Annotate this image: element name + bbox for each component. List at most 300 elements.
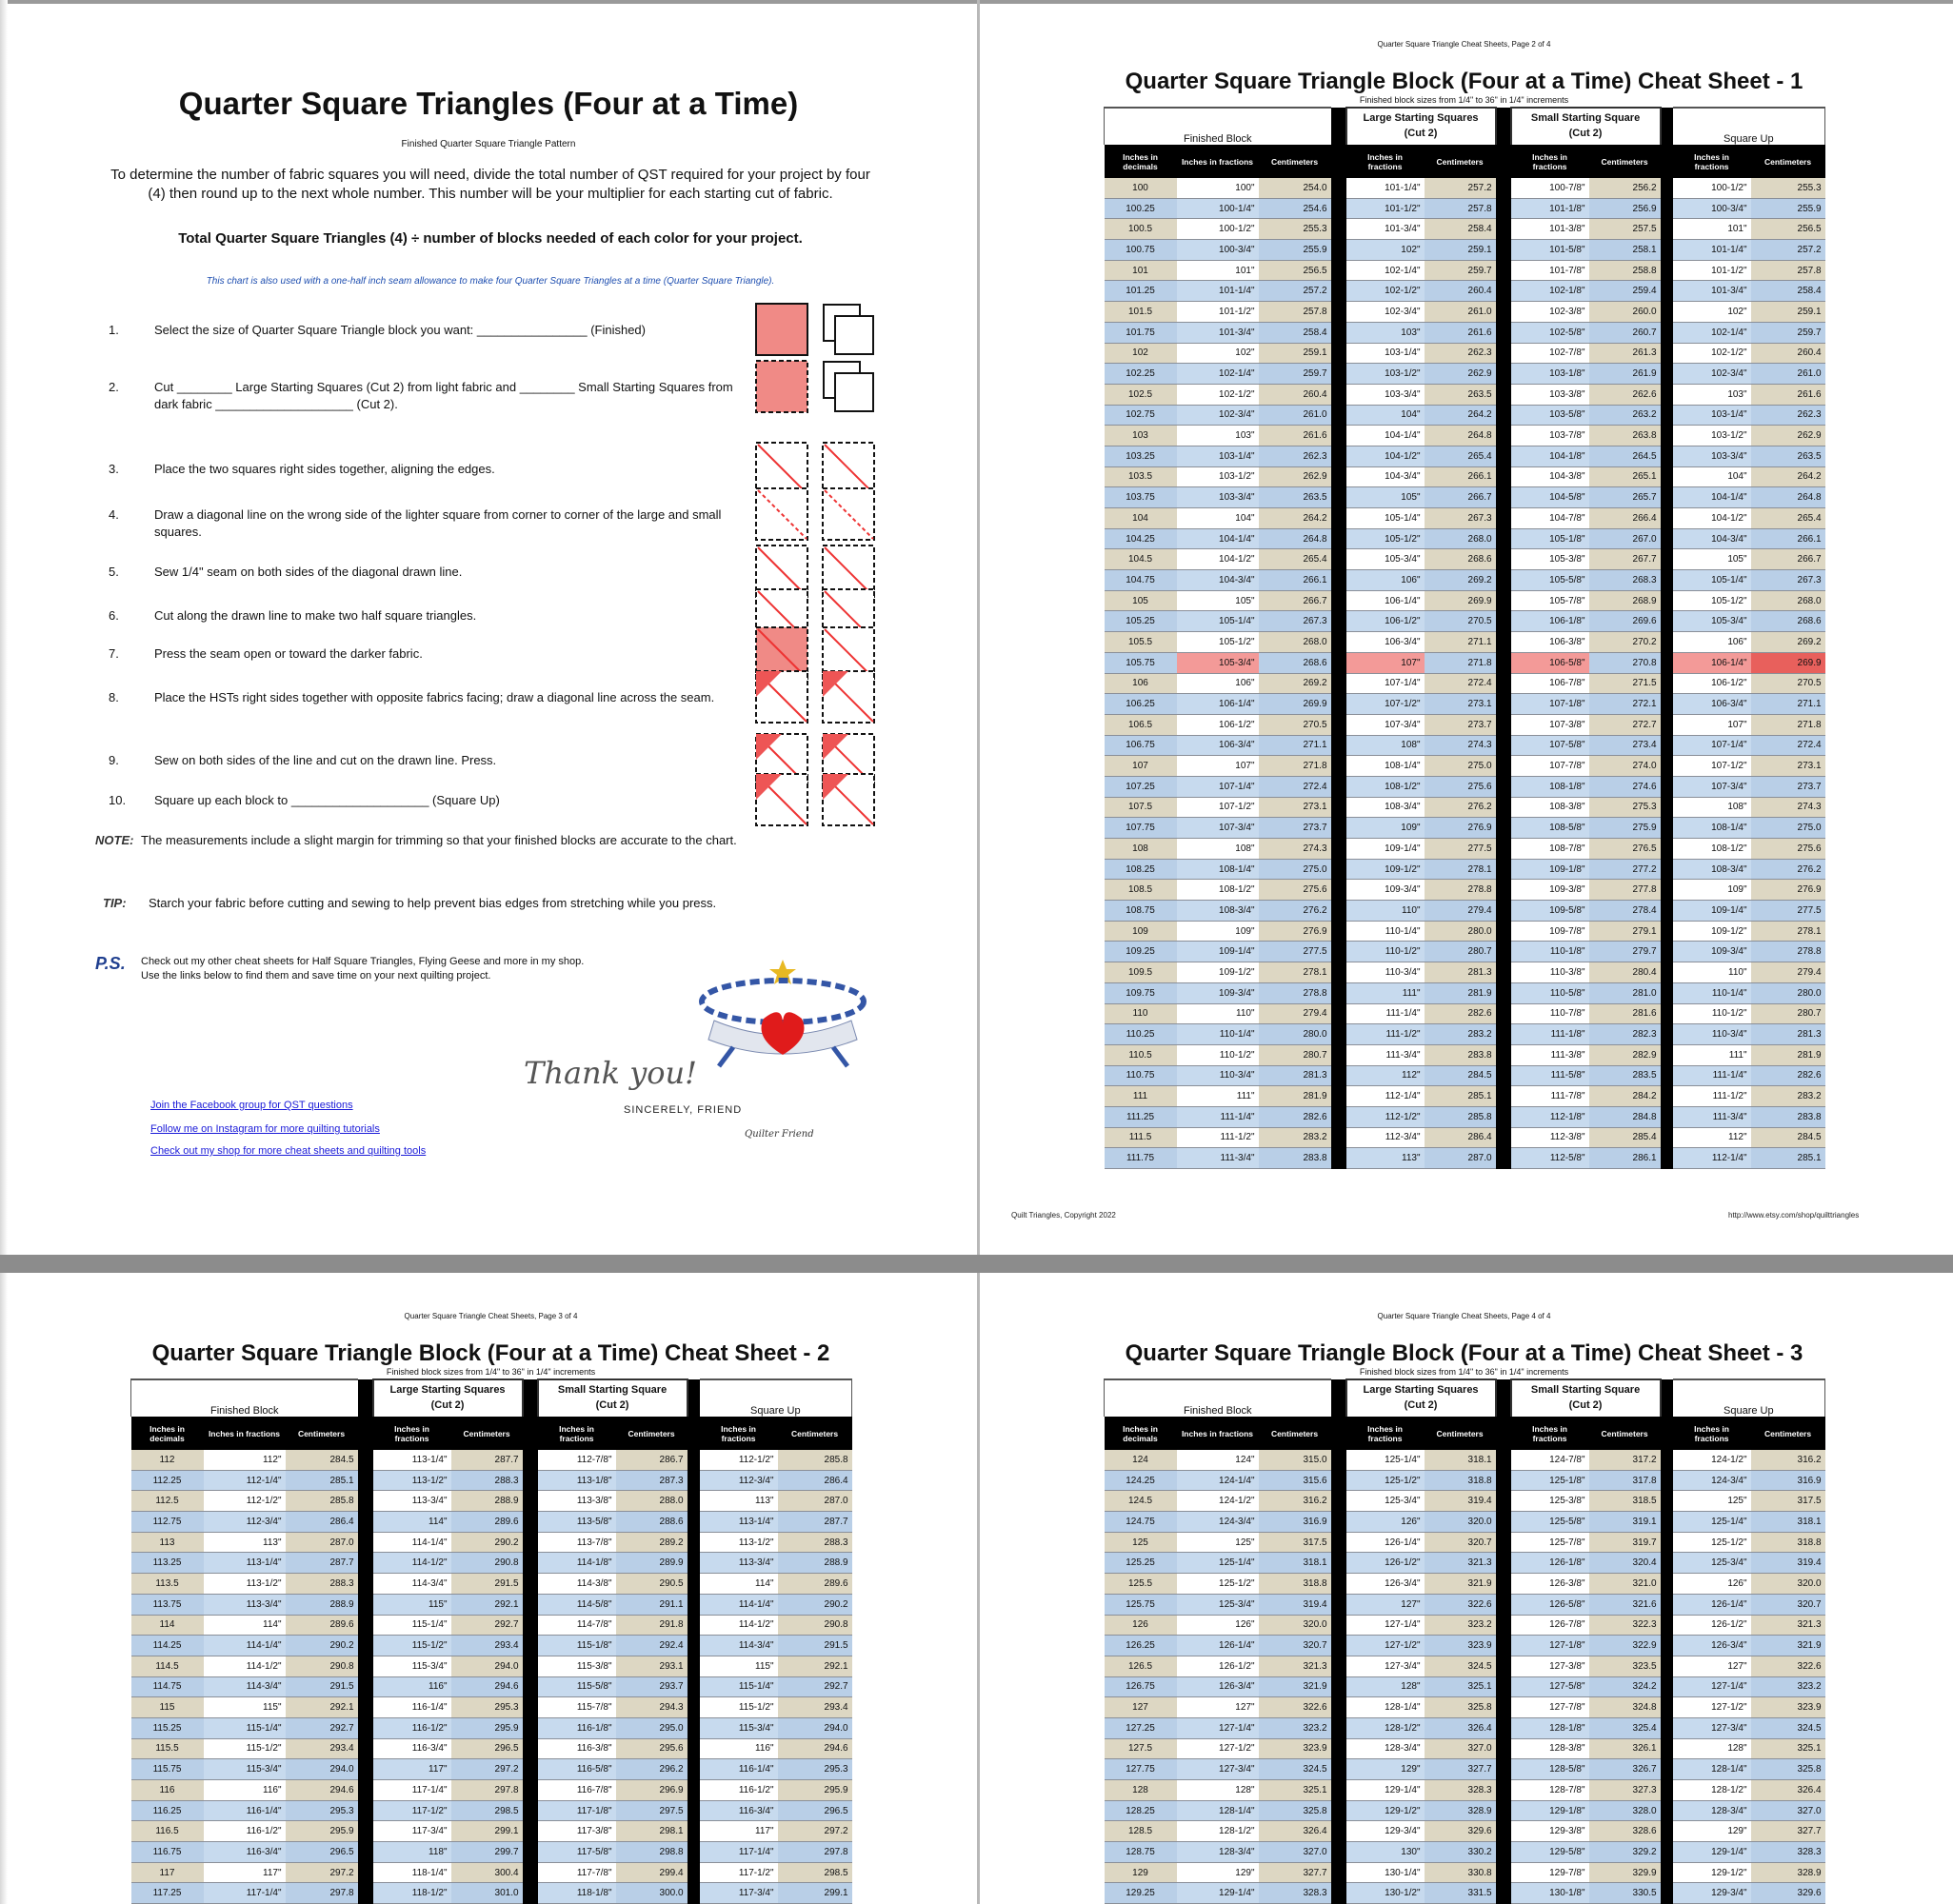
table-cell: 113-3/8"	[538, 1491, 616, 1512]
step-diagram-icon	[820, 668, 879, 727]
column-divider	[1661, 1800, 1673, 1821]
column-divider	[688, 1676, 700, 1697]
table-cell: 125"	[1673, 1491, 1751, 1512]
column-header: Inches in fractions	[1511, 1417, 1589, 1450]
table-cell: 124-1/4"	[1177, 1470, 1259, 1491]
table-cell: 110"	[1177, 1003, 1259, 1024]
table-cell: 266.4	[1589, 508, 1661, 529]
column-divider	[1331, 426, 1346, 446]
table-cell: 327.3	[1589, 1780, 1661, 1801]
table-cell: 319.4	[1425, 1491, 1496, 1512]
table-cell: 127"	[1346, 1594, 1425, 1615]
table-cell: 116-3/4"	[204, 1842, 286, 1863]
ps-block	[91, 955, 587, 983]
table-cell: 276.5	[1589, 839, 1661, 860]
table-cell: 292.1	[451, 1594, 523, 1615]
table-row	[1105, 632, 1825, 653]
table-cell: 112-3/8"	[1511, 1127, 1589, 1148]
table-cell: 124"	[1177, 1450, 1259, 1470]
column-divider	[1496, 735, 1511, 756]
table-cell: 273.1	[1259, 797, 1331, 818]
table-cell: 104	[1105, 508, 1177, 529]
table-cell: 115-1/8"	[538, 1636, 616, 1656]
column-divider	[1661, 405, 1673, 426]
column-divider	[358, 1800, 373, 1821]
table-cell: 328.9	[1751, 1862, 1825, 1883]
table-cell: 125-1/4"	[1346, 1450, 1425, 1470]
table-cell: 100.75	[1105, 240, 1177, 261]
column-divider	[523, 1676, 538, 1697]
table-row	[1105, 1148, 1825, 1169]
table-cell: 111-1/4"	[1177, 1106, 1259, 1127]
table-cell: 323.2	[1751, 1676, 1825, 1697]
table-cell: 110.5	[1105, 1044, 1177, 1065]
column-divider	[688, 1759, 700, 1780]
table-cell: 261.0	[1751, 364, 1825, 385]
footer-copyright: Quilt Triangles, Copyright 2022	[1011, 1211, 1116, 1220]
column-divider	[1496, 1044, 1511, 1065]
table-cell: 111-1/2"	[1673, 1086, 1751, 1107]
table-cell: 269.9	[1425, 590, 1496, 611]
table-cell: 128-1/4"	[1177, 1800, 1259, 1821]
table-cell: 118-1/4"	[373, 1862, 451, 1883]
column-divider	[1661, 839, 1673, 860]
column-divider	[1496, 714, 1511, 735]
table-cell: 127-1/2"	[1177, 1738, 1259, 1759]
table-cell: 272.4	[1259, 776, 1331, 797]
table-row	[131, 1532, 852, 1553]
table-row	[1105, 880, 1825, 901]
table-cell: 128-1/8"	[1511, 1717, 1589, 1738]
tip-label: TIP:	[103, 896, 127, 910]
table-cell: 262.9	[1259, 466, 1331, 487]
table-cell: 276.9	[1259, 921, 1331, 942]
table-cell: 298.1	[616, 1821, 688, 1842]
table-row	[1105, 714, 1825, 735]
table-cell: 113-1/8"	[538, 1470, 616, 1491]
group-square-up: Square Up	[1673, 1379, 1825, 1417]
step-diagram-icon	[753, 358, 812, 417]
table-cell: 111.5	[1105, 1127, 1177, 1148]
column-divider	[358, 1512, 373, 1533]
table-row	[131, 1470, 852, 1491]
column-divider	[1661, 652, 1673, 673]
column-divider	[523, 1717, 538, 1738]
column-header: Centimeters	[1259, 1417, 1331, 1450]
table-cell: 284.8	[1589, 1106, 1661, 1127]
table-row	[1105, 302, 1825, 323]
table-cell: 263.5	[1259, 487, 1331, 508]
column-divider	[1331, 735, 1346, 756]
table-cell: 127-3/4"	[1177, 1759, 1259, 1780]
table-cell: 275.9	[1589, 818, 1661, 839]
column-divider	[1331, 364, 1346, 385]
table-cell: 101.75	[1105, 322, 1177, 343]
column-header: Centimeters	[1259, 145, 1331, 178]
table-row	[1105, 1717, 1825, 1738]
facebook-group-link[interactable]: Join the Facebook group for QST questions	[150, 1100, 353, 1111]
table-cell: 329.6	[1425, 1821, 1496, 1842]
table-cell: 297.5	[616, 1800, 688, 1821]
column-header: Centimeters	[286, 1417, 358, 1450]
table-cell: 113-1/2"	[204, 1574, 286, 1595]
table-cell: 104-5/8"	[1511, 487, 1589, 508]
table-cell: 110-3/8"	[1511, 962, 1589, 983]
column-divider	[1331, 921, 1346, 942]
column-divider	[1331, 260, 1346, 281]
table-cell: 323.2	[1259, 1717, 1331, 1738]
table-cell: 280.7	[1425, 942, 1496, 962]
column-divider	[1331, 1450, 1346, 1470]
step-number: 7.	[109, 646, 119, 661]
column-divider	[523, 1636, 538, 1656]
table-cell: 127-3/4"	[1673, 1717, 1751, 1738]
table-cell: 257.8	[1425, 198, 1496, 219]
table-cell: 290.2	[286, 1636, 358, 1656]
table-cell: 115.25	[131, 1717, 204, 1738]
table-row	[1105, 776, 1825, 797]
column-divider	[1661, 1127, 1673, 1148]
table-cell: 127-3/8"	[1511, 1656, 1589, 1676]
table-cell: 294.0	[451, 1656, 523, 1676]
table-cell: 320.7	[1751, 1594, 1825, 1615]
table-row	[131, 1594, 852, 1615]
instruction-step	[105, 689, 752, 706]
step-number: 6.	[109, 608, 119, 623]
table-cell: 115-1/2"	[373, 1636, 451, 1656]
table-cell: 103.5	[1105, 466, 1177, 487]
column-divider	[1331, 1883, 1346, 1904]
column-divider	[1496, 1800, 1511, 1821]
table-cell: 117-1/2"	[700, 1862, 778, 1883]
column-divider	[688, 1553, 700, 1574]
table-row	[1105, 1883, 1825, 1904]
table-cell: 325.8	[1425, 1697, 1496, 1718]
group-finished-block: Finished Block	[1105, 108, 1331, 145]
table-cell: 111.25	[1105, 1106, 1177, 1127]
table-cell: 110-1/2"	[1177, 1044, 1259, 1065]
table-cell: 105-3/4"	[1177, 652, 1259, 673]
column-divider	[1331, 962, 1346, 983]
table-cell: 115-1/2"	[204, 1738, 286, 1759]
table-row	[1105, 611, 1825, 632]
table-cell: 270.5	[1751, 673, 1825, 694]
table-cell: 106-1/8"	[1511, 611, 1589, 632]
column-divider	[358, 1379, 373, 1417]
column-divider	[1496, 652, 1511, 673]
table-cell: 257.2	[1751, 240, 1825, 261]
table-cell: 273.1	[1425, 694, 1496, 715]
column-group-row	[1105, 108, 1825, 145]
table-cell: 288.9	[778, 1553, 852, 1574]
column-header: Inches in decimals	[131, 1417, 204, 1450]
table-cell: 125-3/8"	[1511, 1491, 1589, 1512]
table-cell: 285.8	[1425, 1106, 1496, 1127]
table-cell: 279.4	[1751, 962, 1825, 983]
table-cell: 288.3	[451, 1470, 523, 1491]
shop-link[interactable]: Check out my shop for more cheat sheets and quilting tools	[150, 1145, 427, 1157]
table-cell: 327.7	[1425, 1759, 1496, 1780]
table-row	[1105, 1676, 1825, 1697]
column-divider	[1661, 590, 1673, 611]
table-cell: 104.25	[1105, 528, 1177, 549]
table-cell: 271.1	[1751, 694, 1825, 715]
column-divider	[358, 1553, 373, 1574]
table-cell: 261.3	[1589, 343, 1661, 364]
table-cell: 101-1/4"	[1673, 240, 1751, 261]
column-divider	[1331, 1842, 1346, 1863]
table-cell: 266.1	[1425, 466, 1496, 487]
table-cell: 109-1/2"	[1673, 921, 1751, 942]
table-cell: 268.3	[1589, 570, 1661, 591]
column-divider	[1496, 384, 1511, 405]
column-divider	[1496, 921, 1511, 942]
column-divider	[688, 1883, 700, 1904]
column-divider	[1331, 1379, 1346, 1417]
table-row	[1105, 1780, 1825, 1801]
table-cell: 112-7/8"	[538, 1450, 616, 1470]
column-header-row	[1105, 1417, 1825, 1450]
table-cell: 296.2	[616, 1759, 688, 1780]
column-divider	[1496, 1574, 1511, 1595]
table-cell: 322.3	[1589, 1615, 1661, 1636]
table-row	[1105, 1842, 1825, 1863]
table-cell: 331.5	[1425, 1883, 1496, 1904]
column-divider	[1331, 570, 1346, 591]
column-divider	[1661, 1470, 1673, 1491]
table-cell: 102-3/4"	[1346, 302, 1425, 323]
table-cell: 114-1/2"	[204, 1656, 286, 1676]
table-cell: 289.6	[286, 1615, 358, 1636]
table-cell: 107-1/4"	[1177, 776, 1259, 797]
table-cell: 104-3/8"	[1511, 466, 1589, 487]
table-cell: 109-1/4"	[1346, 839, 1425, 860]
step-number: 8.	[109, 690, 119, 704]
tip-text: Starch your fabric before cutting and sewing to help prevent bias edges from stretching while you press.	[149, 896, 717, 910]
table-cell: 115	[131, 1697, 204, 1718]
table-cell: 275.0	[1425, 756, 1496, 777]
table-cell: 296.5	[778, 1800, 852, 1821]
table-cell: 125"	[1177, 1532, 1259, 1553]
table-cell: 126-1/8"	[1511, 1553, 1589, 1574]
cheat-sheet-3	[1104, 1312, 1824, 1904]
table-cell: 124	[1105, 1450, 1177, 1470]
table-cell: 101.5	[1105, 302, 1177, 323]
table-cell: 106.25	[1105, 694, 1177, 715]
table-cell: 125.75	[1105, 1594, 1177, 1615]
table-cell: 115-1/4"	[373, 1615, 451, 1636]
table-cell: 326.4	[1751, 1780, 1825, 1801]
table-cell: 109-1/8"	[1511, 859, 1589, 880]
column-divider	[1496, 942, 1511, 962]
table-cell: 272.4	[1425, 673, 1496, 694]
table-cell: 102"	[1177, 343, 1259, 364]
table-cell: 108	[1105, 839, 1177, 860]
table-cell: 114-3/4"	[373, 1574, 451, 1595]
column-divider	[523, 1883, 538, 1904]
column-divider	[1661, 756, 1673, 777]
column-divider	[1496, 260, 1511, 281]
table-cell: 263.2	[1589, 405, 1661, 426]
table-cell: 113	[131, 1532, 204, 1553]
column-divider	[523, 1379, 538, 1417]
table-row	[131, 1553, 852, 1574]
table-cell: 100-1/2"	[1673, 178, 1751, 198]
column-divider	[1496, 405, 1511, 426]
table-row	[1105, 1615, 1825, 1636]
table-cell: 116-3/4"	[700, 1800, 778, 1821]
table-cell: 288.9	[451, 1491, 523, 1512]
column-divider	[1496, 446, 1511, 466]
table-cell: 285.4	[1589, 1127, 1661, 1148]
table-cell: 325.4	[1589, 1717, 1661, 1738]
column-divider	[1661, 1148, 1673, 1169]
column-divider	[1331, 1553, 1346, 1574]
column-divider	[1661, 942, 1673, 962]
table-row	[1105, 1553, 1825, 1574]
table-cell: 125.25	[1105, 1553, 1177, 1574]
column-group-row	[1105, 1379, 1825, 1417]
table-cell: 289.6	[451, 1512, 523, 1533]
column-divider	[1661, 1044, 1673, 1065]
table-cell: 290.8	[286, 1656, 358, 1676]
seam-note: This chart is also used with a one-half inch seam allowance to make four Quarter Square Triangles at a time (Quarter Square Triangle).	[206, 276, 775, 287]
table-cell: 118-1/2"	[373, 1883, 451, 1904]
column-divider	[688, 1717, 700, 1738]
column-divider	[1661, 178, 1673, 198]
table-cell: 105-1/4"	[1346, 508, 1425, 529]
table-cell: 107.5	[1105, 797, 1177, 818]
column-divider	[1496, 673, 1511, 694]
table-cell: 103-7/8"	[1511, 426, 1589, 446]
table-cell: 113"	[1346, 1148, 1425, 1169]
column-header: Inches in fractions	[1346, 1417, 1425, 1450]
table-cell: 126-1/2"	[1673, 1615, 1751, 1636]
table-cell: 104"	[1673, 466, 1751, 487]
table-cell: 317.5	[1751, 1491, 1825, 1512]
table-cell: 299.7	[451, 1842, 523, 1863]
step-text: Place the two squares right sides together, aligning the edges.	[154, 462, 495, 476]
table-cell: 112-1/2"	[1346, 1106, 1425, 1127]
table-row	[1105, 901, 1825, 922]
column-divider	[1496, 528, 1511, 549]
table-cell: 290.2	[451, 1532, 523, 1553]
table-cell: 104-1/4"	[1673, 487, 1751, 508]
column-divider	[1496, 1821, 1511, 1842]
table-cell: 102.25	[1105, 364, 1177, 385]
table-cell: 275.0	[1259, 859, 1331, 880]
table-cell: 128-3/4"	[1177, 1842, 1259, 1863]
column-header: Centimeters	[1751, 1417, 1825, 1450]
table-row	[1105, 1512, 1825, 1533]
column-header: Inches in decimals	[1105, 145, 1177, 178]
table-cell: 283.2	[1259, 1127, 1331, 1148]
table-cell: 124-1/2"	[1177, 1491, 1259, 1512]
table-cell: 111-3/4"	[1177, 1148, 1259, 1169]
column-divider	[1661, 240, 1673, 261]
table-cell: 117-3/4"	[700, 1883, 778, 1904]
column-divider	[1331, 901, 1346, 922]
instruction-step	[105, 506, 752, 541]
table-cell: 260.4	[1425, 281, 1496, 302]
table-cell: 321.3	[1425, 1553, 1496, 1574]
column-divider	[1496, 880, 1511, 901]
group-label: Large Starting Squares	[389, 1384, 506, 1396]
table-cell: 324.2	[1589, 1676, 1661, 1697]
table-cell: 127-5/8"	[1511, 1676, 1589, 1697]
table-cell: 297.8	[778, 1842, 852, 1863]
table-cell: 112-1/8"	[1511, 1106, 1589, 1127]
column-divider	[1331, 714, 1346, 735]
column-divider	[1496, 1065, 1511, 1086]
table-cell: 285.8	[778, 1450, 852, 1470]
column-divider	[1496, 1024, 1511, 1045]
table-cell: 113.25	[131, 1553, 204, 1574]
table-cell: 128-5/8"	[1511, 1759, 1589, 1780]
table-cell: 328.6	[1589, 1821, 1661, 1842]
table-cell: 109-3/4"	[1673, 942, 1751, 962]
column-divider	[1331, 1086, 1346, 1107]
table-cell: 113.75	[131, 1594, 204, 1615]
table-cell: 290.2	[778, 1594, 852, 1615]
column-divider	[1661, 198, 1673, 219]
table-cell: 267.3	[1259, 611, 1331, 632]
table-cell: 117"	[373, 1759, 451, 1780]
instagram-link[interactable]: Follow me on Instagram for more quilting tutorials	[150, 1123, 380, 1135]
table-cell: 317.8	[1589, 1470, 1661, 1491]
column-divider	[1661, 1636, 1673, 1656]
table-cell: 109	[1105, 921, 1177, 942]
table-cell: 278.1	[1425, 859, 1496, 880]
table-cell: 265.1	[1589, 466, 1661, 487]
group-square-up: Square Up	[700, 1379, 852, 1417]
table-cell: 128-1/2"	[1177, 1821, 1259, 1842]
table-cell: 101-1/2"	[1177, 302, 1259, 323]
column-header: Inches in fractions	[1346, 145, 1425, 178]
table-cell: 322.9	[1589, 1636, 1661, 1656]
column-header-row	[1105, 145, 1825, 178]
table-row	[1105, 735, 1825, 756]
table-cell: 321.3	[1259, 1656, 1331, 1676]
column-divider	[1661, 1553, 1673, 1574]
column-divider	[1331, 611, 1346, 632]
table-row	[1105, 652, 1825, 673]
table-cell: 129.25	[1105, 1883, 1177, 1904]
column-divider	[1496, 1450, 1511, 1470]
column-divider	[358, 1574, 373, 1595]
column-divider	[1496, 776, 1511, 797]
instruction-step	[105, 607, 752, 625]
table-cell: 111.75	[1105, 1148, 1177, 1169]
table-cell: 114"	[373, 1512, 451, 1533]
table-row	[1105, 1065, 1825, 1086]
column-divider	[1496, 1759, 1511, 1780]
table-cell: 112"	[204, 1450, 286, 1470]
table-cell: 128.5	[1105, 1821, 1177, 1842]
group-large-starting-squares	[373, 1379, 523, 1417]
table-cell: 107-7/8"	[1511, 756, 1589, 777]
column-divider	[1331, 1106, 1346, 1127]
column-divider	[1331, 405, 1346, 426]
table-cell: 129-1/4"	[1177, 1883, 1259, 1904]
table-cell: 320.7	[1425, 1532, 1496, 1553]
table-cell: 124-3/4"	[1673, 1470, 1751, 1491]
column-divider	[1331, 1003, 1346, 1024]
table-cell: 104"	[1177, 508, 1259, 529]
table-cell: 115-3/8"	[538, 1656, 616, 1676]
column-divider	[1496, 1086, 1511, 1107]
table-cell: 103.75	[1105, 487, 1177, 508]
